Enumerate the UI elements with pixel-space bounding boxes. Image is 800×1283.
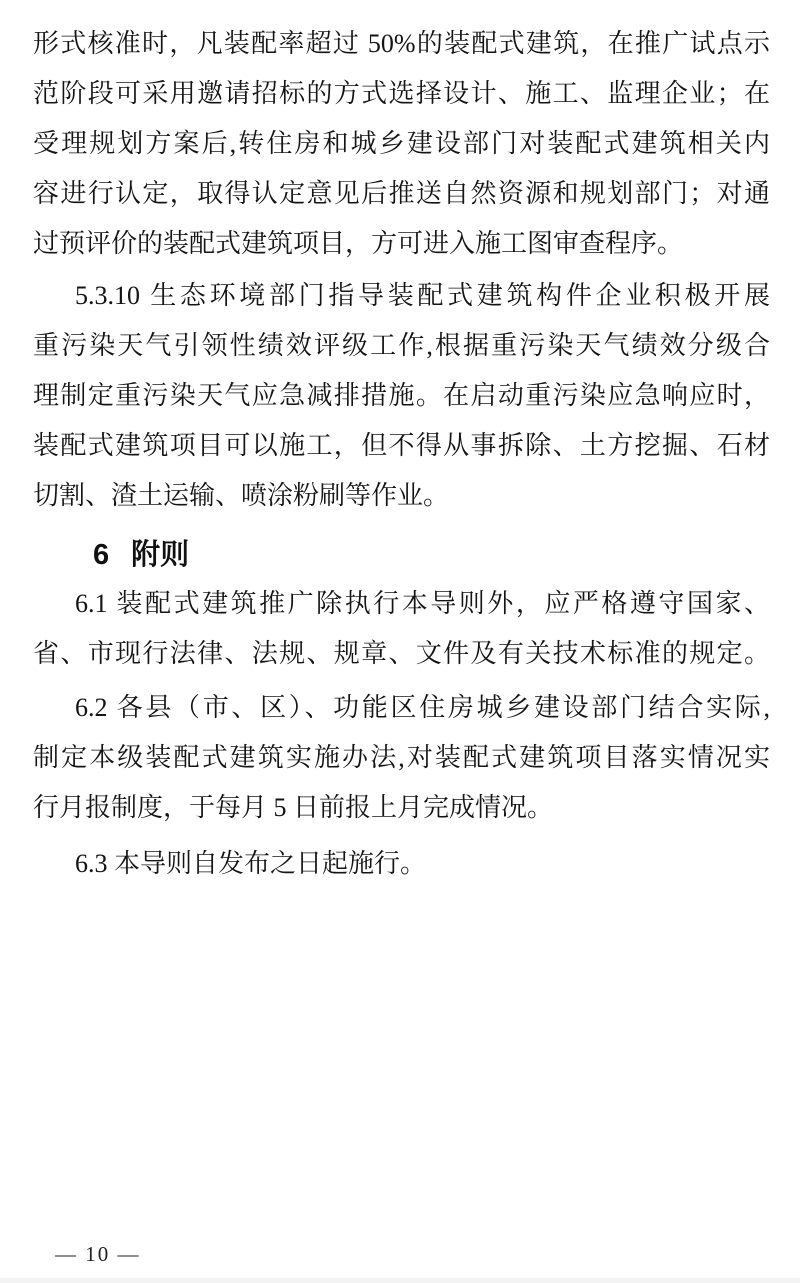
text-line: 行月报制度，于每月 5 日前报上月完成情况。 [33, 793, 554, 822]
text-line: 理制定重污染天气应急减排措施。在启动重污染应急响应时， [33, 381, 770, 410]
section-heading-6 [33, 531, 770, 579]
text-line: 受理规划方案后,转住房和城乡建设部门对装配式建筑相关内 [33, 129, 770, 158]
paragraph-6-1 [33, 579, 770, 679]
text-line: 形式核准时，凡装配率超过 50%的装配式建筑，在推广试点示 [33, 29, 770, 58]
page-bottom-edge [0, 1278, 800, 1283]
paragraph-6-2 [33, 683, 770, 833]
text-line: 过预评价的装配式建筑项目，方可进入施工图审查程序。 [33, 229, 684, 258]
text-line: 省、市现行法律、法规、规章、文件及有关技术标准的规定。 [33, 639, 770, 668]
text-line: 切割、渣土运输、喷涂粉刷等作业。 [33, 481, 450, 510]
text-line: 6.2 各县（市、区）、功能区住房城乡建设部门结合实际, [75, 693, 770, 722]
text-line: 制定本级装配式建筑实施办法,对装配式建筑项目落实情况实 [33, 743, 770, 772]
text-line: 5.3.10 生态环境部门指导装配式建筑构件企业积极开展 [75, 281, 770, 310]
text-line: 容进行认定，取得认定意见后推送自然资源和规划部门；对通 [33, 179, 770, 208]
text-line: 重污染天气引领性绩效评级工作,根据重污染天气绩效分级合 [33, 331, 770, 360]
paragraph-continuation [33, 19, 770, 269]
paragraph-6-3 [33, 839, 770, 889]
text-line: 6.3 本导则自发布之日起施行。 [75, 849, 427, 878]
page-number-footer: — 10 — [55, 1242, 141, 1266]
text-line: 6.1 装配式建筑推广除执行本导则外，应严格遵守国家、 [75, 589, 770, 618]
text-line: 范阶段可采用邀请招标的方式选择设计、施工、监理企业；在 [33, 79, 770, 108]
section-number: 6 [93, 539, 110, 571]
text-line: 装配式建筑项目可以施工，但不得从事拆除、土方挖掘、石材 [33, 431, 770, 460]
paragraph-5-3-10 [33, 271, 770, 521]
section-title: 附则 [131, 539, 190, 571]
